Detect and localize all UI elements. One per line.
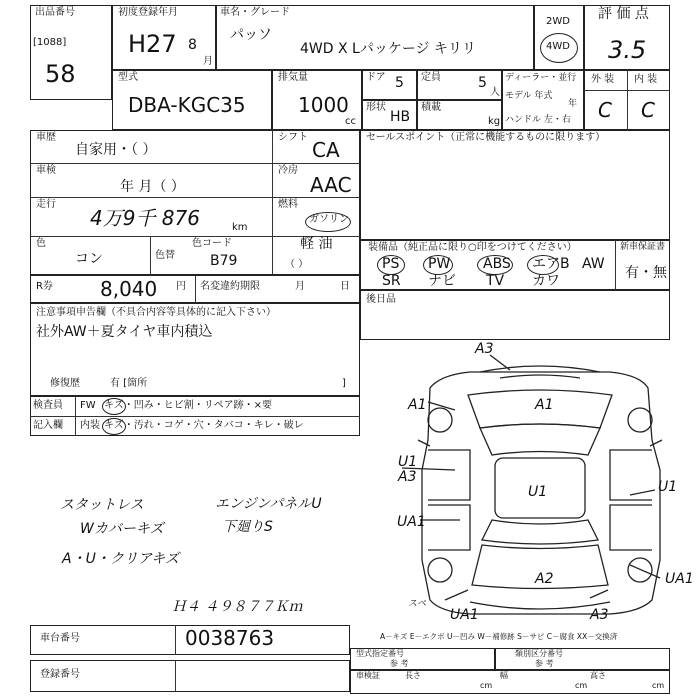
damage-mark-11: A3 (590, 607, 609, 623)
shift-value: CA (312, 138, 340, 162)
sales-point-label: セールスポイント（正常に機能するものに限ります） (366, 132, 606, 143)
inspector-label: 検査員 (33, 400, 63, 411)
displacement-label: 排気量 (278, 72, 308, 83)
capacity-value: 5 (478, 75, 487, 91)
caution-text: 社外AW＋夏タイヤ車内積込 (36, 324, 213, 340)
model-year-label: モデル 年式 (505, 91, 553, 101)
displacement-unit: cc (345, 116, 356, 127)
recycle-amount: 8,040 (100, 277, 158, 301)
handle-label: ハンドル 左・右 (505, 115, 571, 125)
fuel-label: 燃料 (278, 199, 298, 210)
history-value: 自家用・（ ） (75, 142, 157, 158)
chassis-value: 0038763 (185, 626, 275, 650)
damage-mark-8: A2 (535, 571, 554, 587)
equipment-item-row2-2: TV (486, 273, 505, 289)
doors-value: 5 (395, 75, 404, 91)
damage-mark-6: UA1 (397, 514, 426, 530)
dealer-label: ディーラー・並行 (505, 73, 577, 83)
color-change-label: 色替 (155, 250, 175, 261)
drive-label: 2WD (546, 16, 570, 27)
mileage-label: 走行 (36, 199, 56, 210)
entry-label: 記入欄 (33, 420, 63, 431)
reg-month: 8 (188, 37, 197, 53)
row1-area: FW (80, 400, 96, 411)
lot-code: [1088] (33, 37, 67, 48)
damage-legend: A－キズ E－エクボ U－凹み W－補修跡 S－サビ C－腐食 XX－交換済 (380, 632, 618, 641)
doors-label: ドア (366, 72, 386, 83)
type-label: 型式 (118, 72, 138, 83)
damage-mark-2: A1 (535, 397, 554, 413)
warranty-label: 新車保証書 (620, 242, 666, 252)
damage-mark-1: A1 (408, 397, 427, 413)
equipment-item-row1-1: PW (428, 256, 451, 272)
shape-label: 形状 (366, 102, 386, 113)
tax-day: 日 (340, 281, 350, 292)
displacement-value: 1000 (298, 93, 349, 117)
note-line-1: スタットレス (60, 497, 144, 513)
color-code-label: 色コード (192, 238, 232, 249)
equipment-item-row1-0: PS (382, 256, 400, 272)
history-label: 車歴 (36, 132, 56, 143)
equipment-item-row2-0: SR (382, 273, 401, 289)
mileage-unit: km (232, 222, 248, 233)
equipment-item-row2-3: カワ (532, 273, 560, 289)
damage-mark-9: UA1 (665, 571, 694, 587)
drive-circled: 4WD (546, 41, 570, 52)
type-value: DBA-KGC35 (128, 93, 246, 117)
fuel-gasoline: ガソリン (309, 214, 349, 225)
model-name: パッソ (230, 27, 272, 43)
note-line-3: A・U・クリアキズ (62, 551, 179, 567)
color-value: コン (75, 251, 103, 267)
exterior-grade: C (598, 98, 612, 122)
dims-width: 幅 (500, 671, 508, 680)
ref-2: 参 考 (535, 659, 554, 668)
dims-length: 長さ (405, 671, 421, 680)
equipment-label: 装備品（純正品に限り○印をつけてください） (368, 242, 577, 253)
class-label: 類別区分番号 (515, 649, 563, 658)
load-label: 積載 (421, 102, 441, 113)
note-line-5: 下廻りS (222, 519, 273, 535)
dims-unit-3: cm (652, 681, 665, 690)
damage-mark-12: スペ (408, 599, 427, 609)
equipment-item-row1-3: エアB (532, 256, 570, 272)
damage-mark-3: U1 (398, 454, 418, 470)
inspection-value: 年 月（ ） (120, 179, 185, 195)
equipment-item-row1-4: AW (582, 256, 605, 272)
capacity-unit: 人 (490, 87, 500, 98)
warranty-value: 有・無 (625, 265, 667, 281)
caution-label: 注意事項申告欄（不具合内容等具体的に記入下さい） (36, 307, 276, 318)
row1-items: キズ・凹み・ヒビ割・リペア跡・×要 (104, 400, 272, 411)
damage-mark-4: A3 (398, 469, 417, 485)
car-name-label: 車名・グレード (220, 7, 290, 18)
recycle-unit: 円 (176, 281, 186, 292)
registration-label: 登録番号 (40, 669, 80, 680)
lot-label: 出品番号 (35, 7, 75, 18)
dims-box (350, 670, 670, 694)
shift-label: シフト (278, 132, 308, 143)
equipment-item-row1-2: ABS (483, 256, 511, 272)
interior-grade: C (641, 98, 655, 122)
equipment-item-row2-1: ナビ (428, 273, 456, 289)
note-line-4: エンジンパネルU (215, 496, 322, 512)
note-line-2: Wカバーキズ (80, 521, 164, 537)
damage-mark-0: A3 (475, 341, 494, 357)
eval-label: 評 価 点 (598, 6, 649, 22)
ac-label: 冷房 (278, 165, 298, 176)
dims-unit-2: cm (575, 681, 588, 690)
inspection-label: 車検 (36, 165, 56, 176)
recycle-label: R券 (36, 281, 53, 292)
chassis-label: 車台番号 (40, 633, 80, 644)
grade: 4WD X Lパッケージ キリリ (300, 41, 476, 57)
dims-height: 高さ (590, 671, 606, 680)
fuel-paren: （ ） (285, 259, 309, 270)
model-year-unit: 年 (568, 99, 578, 109)
repair-close: ] (342, 378, 346, 389)
damage-mark-10: UA1 (450, 607, 479, 623)
row2-area: 内装 (80, 420, 100, 431)
after-label: 後日品 (366, 294, 396, 305)
repair-value: 有 [箇所 (110, 378, 148, 389)
eval-score: 3.5 (608, 36, 647, 64)
odometer-note: Ｈ４ ４９８７７Ｋｍ (172, 599, 303, 615)
dims-unit-1: cm (480, 681, 493, 690)
exterior-label: 外 装 (591, 74, 615, 85)
mileage-value: 4万9千 876 (90, 206, 200, 230)
dims-label: 車検証 (356, 671, 380, 680)
first-reg-label: 初度登録年月 (118, 7, 178, 18)
repair-label: 修復歴 (50, 378, 80, 389)
damage-mark-7: U1 (658, 479, 678, 495)
interior-label: 内 装 (634, 74, 658, 85)
ac-value: AAC (310, 173, 352, 197)
era-year: H27 (128, 30, 177, 58)
load-unit: kg (488, 116, 501, 127)
capacity-label: 定員 (421, 72, 441, 83)
damage-mark-5: U1 (528, 484, 548, 500)
color-label: 色 (36, 238, 46, 249)
tax-label: 名変違約期限 (200, 281, 260, 292)
model-class-label: 型式指定番号 (356, 649, 404, 658)
fuel-light-oil: 軽 油 (300, 236, 333, 252)
shape-value: HB (390, 109, 411, 125)
ref-1: 参 考 (390, 659, 409, 668)
reg-month-unit: 月 (203, 56, 213, 67)
tax-month: 月 (295, 281, 305, 292)
lot-number: 58 (45, 60, 76, 88)
color-code-value: B79 (210, 253, 238, 269)
row2-items: キズ・汚れ・コゲ・穴・タバコ・キレ・破レ (104, 420, 304, 431)
